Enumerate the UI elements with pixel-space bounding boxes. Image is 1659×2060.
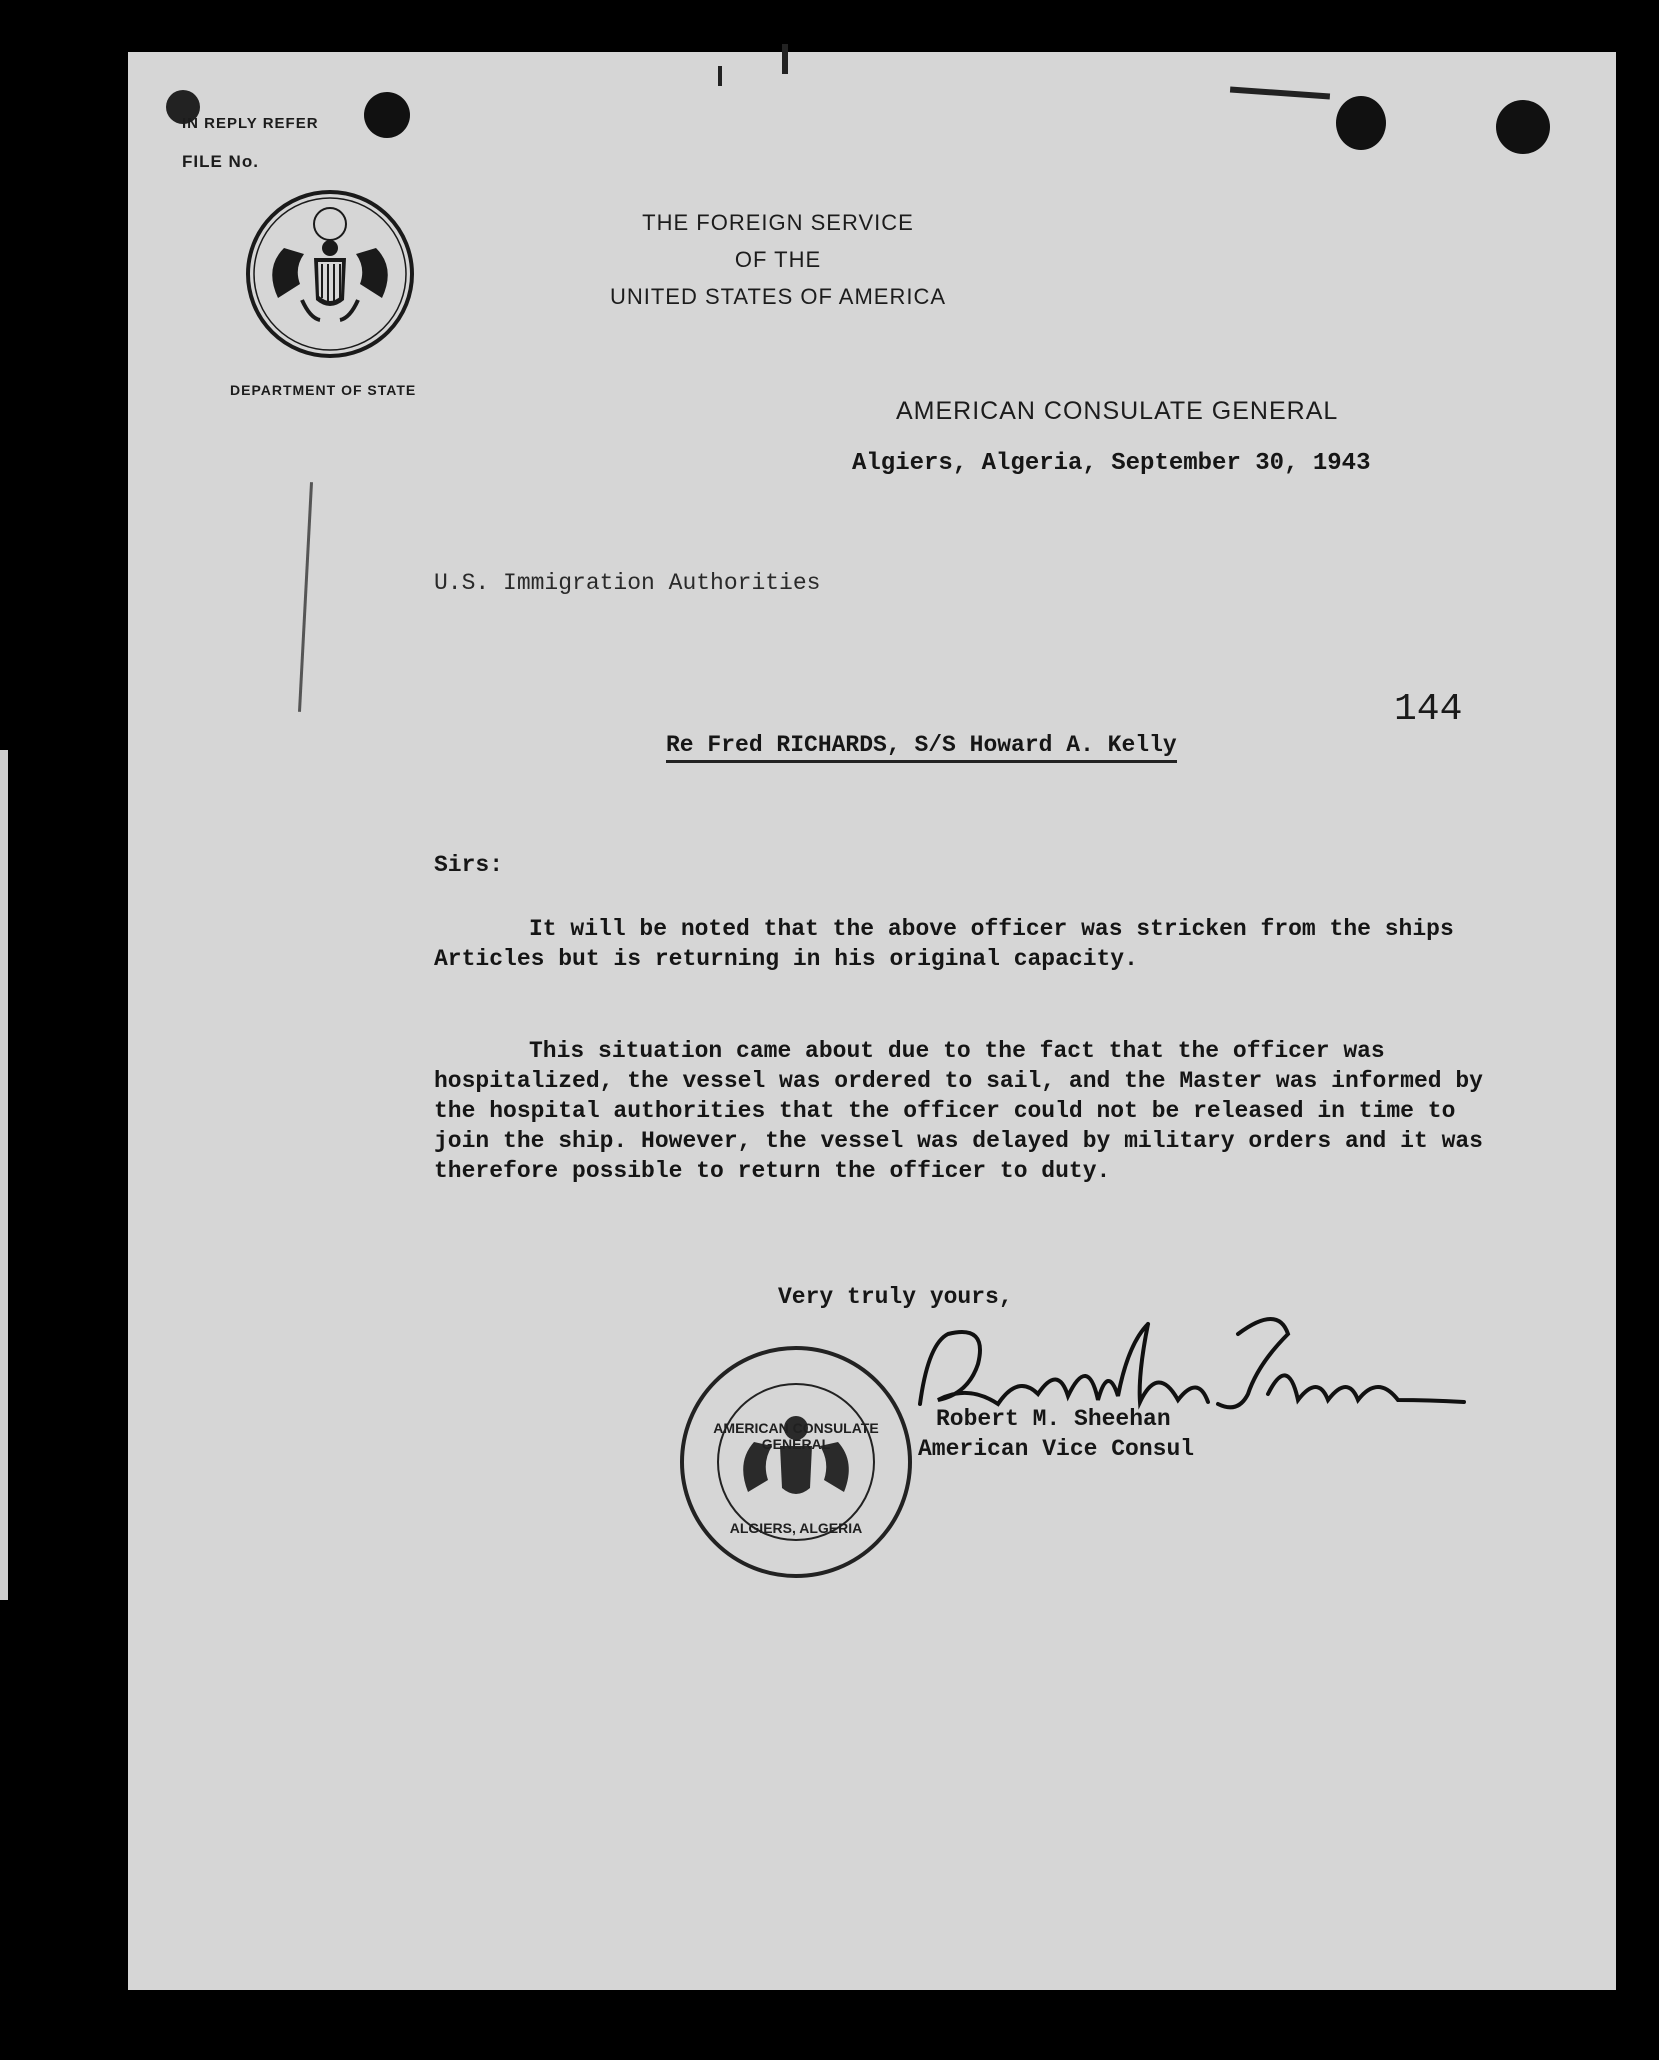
page-number: 144: [1394, 688, 1463, 731]
punch-hole: [1496, 100, 1550, 154]
file-reference-line2: FILE No.: [182, 152, 259, 171]
recipient: U.S. Immigration Authorities: [434, 570, 821, 596]
scan-mark: [298, 482, 313, 712]
punch-hole: [364, 92, 410, 138]
signatory-title: American Vice Consul: [918, 1436, 1195, 1462]
stamp-top-text: AMERICAN CONSULATE GENERAL: [713, 1420, 879, 1452]
letterhead-line1: THE FOREIGN SERVICE: [642, 210, 914, 235]
letterhead-line2: OF THE: [734, 247, 822, 272]
letterhead-line3: UNITED STATES OF AMERICA: [609, 284, 947, 309]
file-reference-line1: IN REPLY REFER: [182, 115, 319, 132]
file-reference: [182, 105, 319, 181]
scan-mark: [718, 66, 722, 86]
paragraph-1: It will be noted that the above officer was stricken from the ships Articles but is returning in his original capacity.: [434, 916, 1454, 972]
scan-mark: [1230, 87, 1330, 100]
stamp-bottom-text: ALGIERS, ALGERIA: [729, 1520, 863, 1536]
department-label: DEPARTMENT OF STATE: [230, 382, 417, 398]
department-seal: [244, 188, 416, 360]
letterhead-title: [568, 204, 988, 315]
letter-page: [128, 52, 1616, 1990]
subject-line: Re Fred RICHARDS, S/S Howard A. Kelly: [666, 732, 1177, 763]
paragraph-2: This situation came about due to the fact that the officer was hospitalized, the vessel was ordered to sail, and the Master was informed by the hospital authorities that the officer could not be released in time to join the ship. However, the vessel was delayed by military orders and it was therefore possible to return the officer to duty.: [434, 1038, 1483, 1184]
salutation: Sirs:: [434, 852, 504, 878]
stamp-text: [680, 1420, 912, 1536]
punch-hole: [1336, 96, 1386, 150]
closing: Very truly yours,: [778, 1284, 1013, 1310]
adjacent-page-edge: [0, 750, 8, 1600]
scan-mark: [782, 44, 788, 74]
consulate-office: AMERICAN CONSULATE GENERAL: [896, 397, 1339, 425]
signatory-name: Robert M. Sheehan: [936, 1406, 1171, 1432]
dateline: Algiers, Algeria, September 30, 1943: [852, 450, 1371, 477]
